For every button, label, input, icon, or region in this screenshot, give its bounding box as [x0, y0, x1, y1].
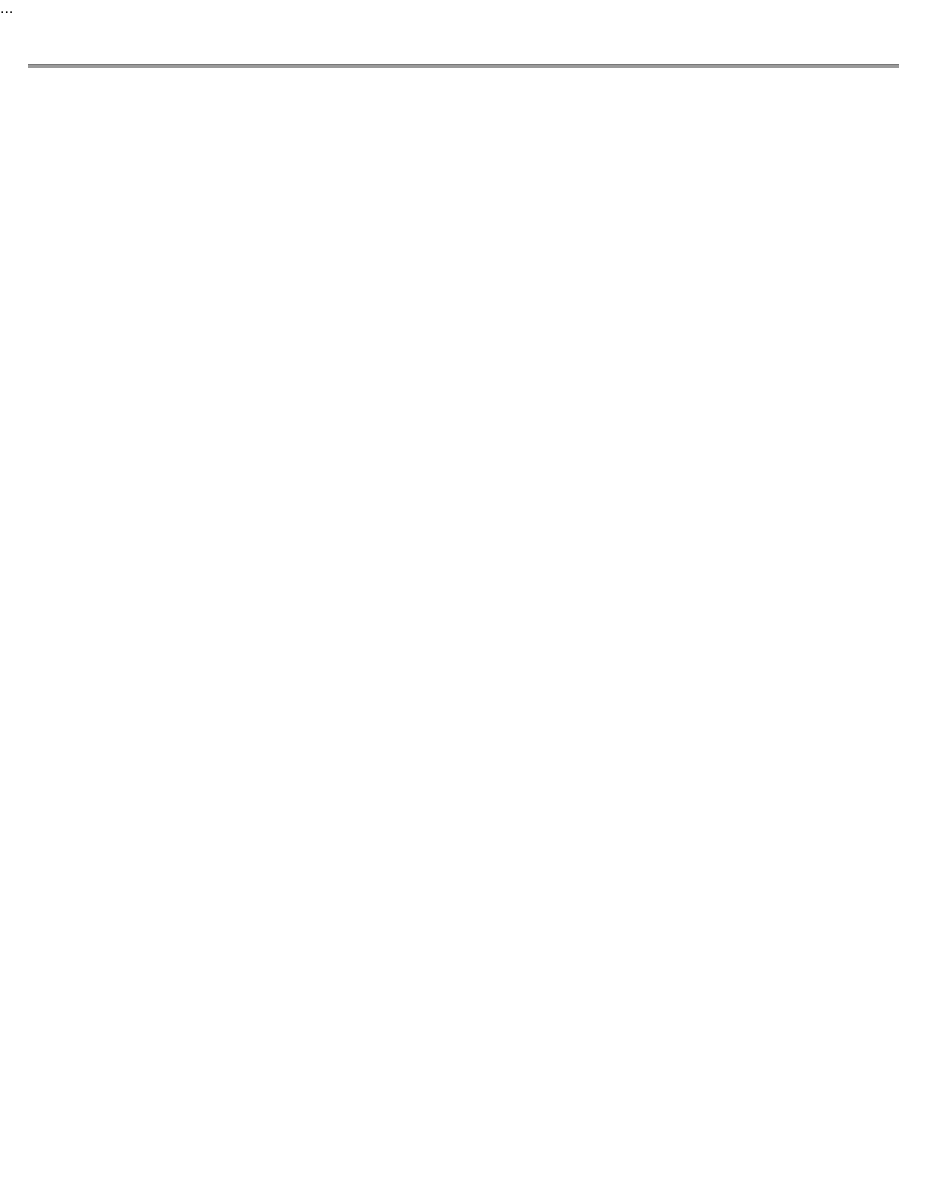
page-content: ... [0, 0, 14, 17]
header-rule [28, 64, 899, 68]
